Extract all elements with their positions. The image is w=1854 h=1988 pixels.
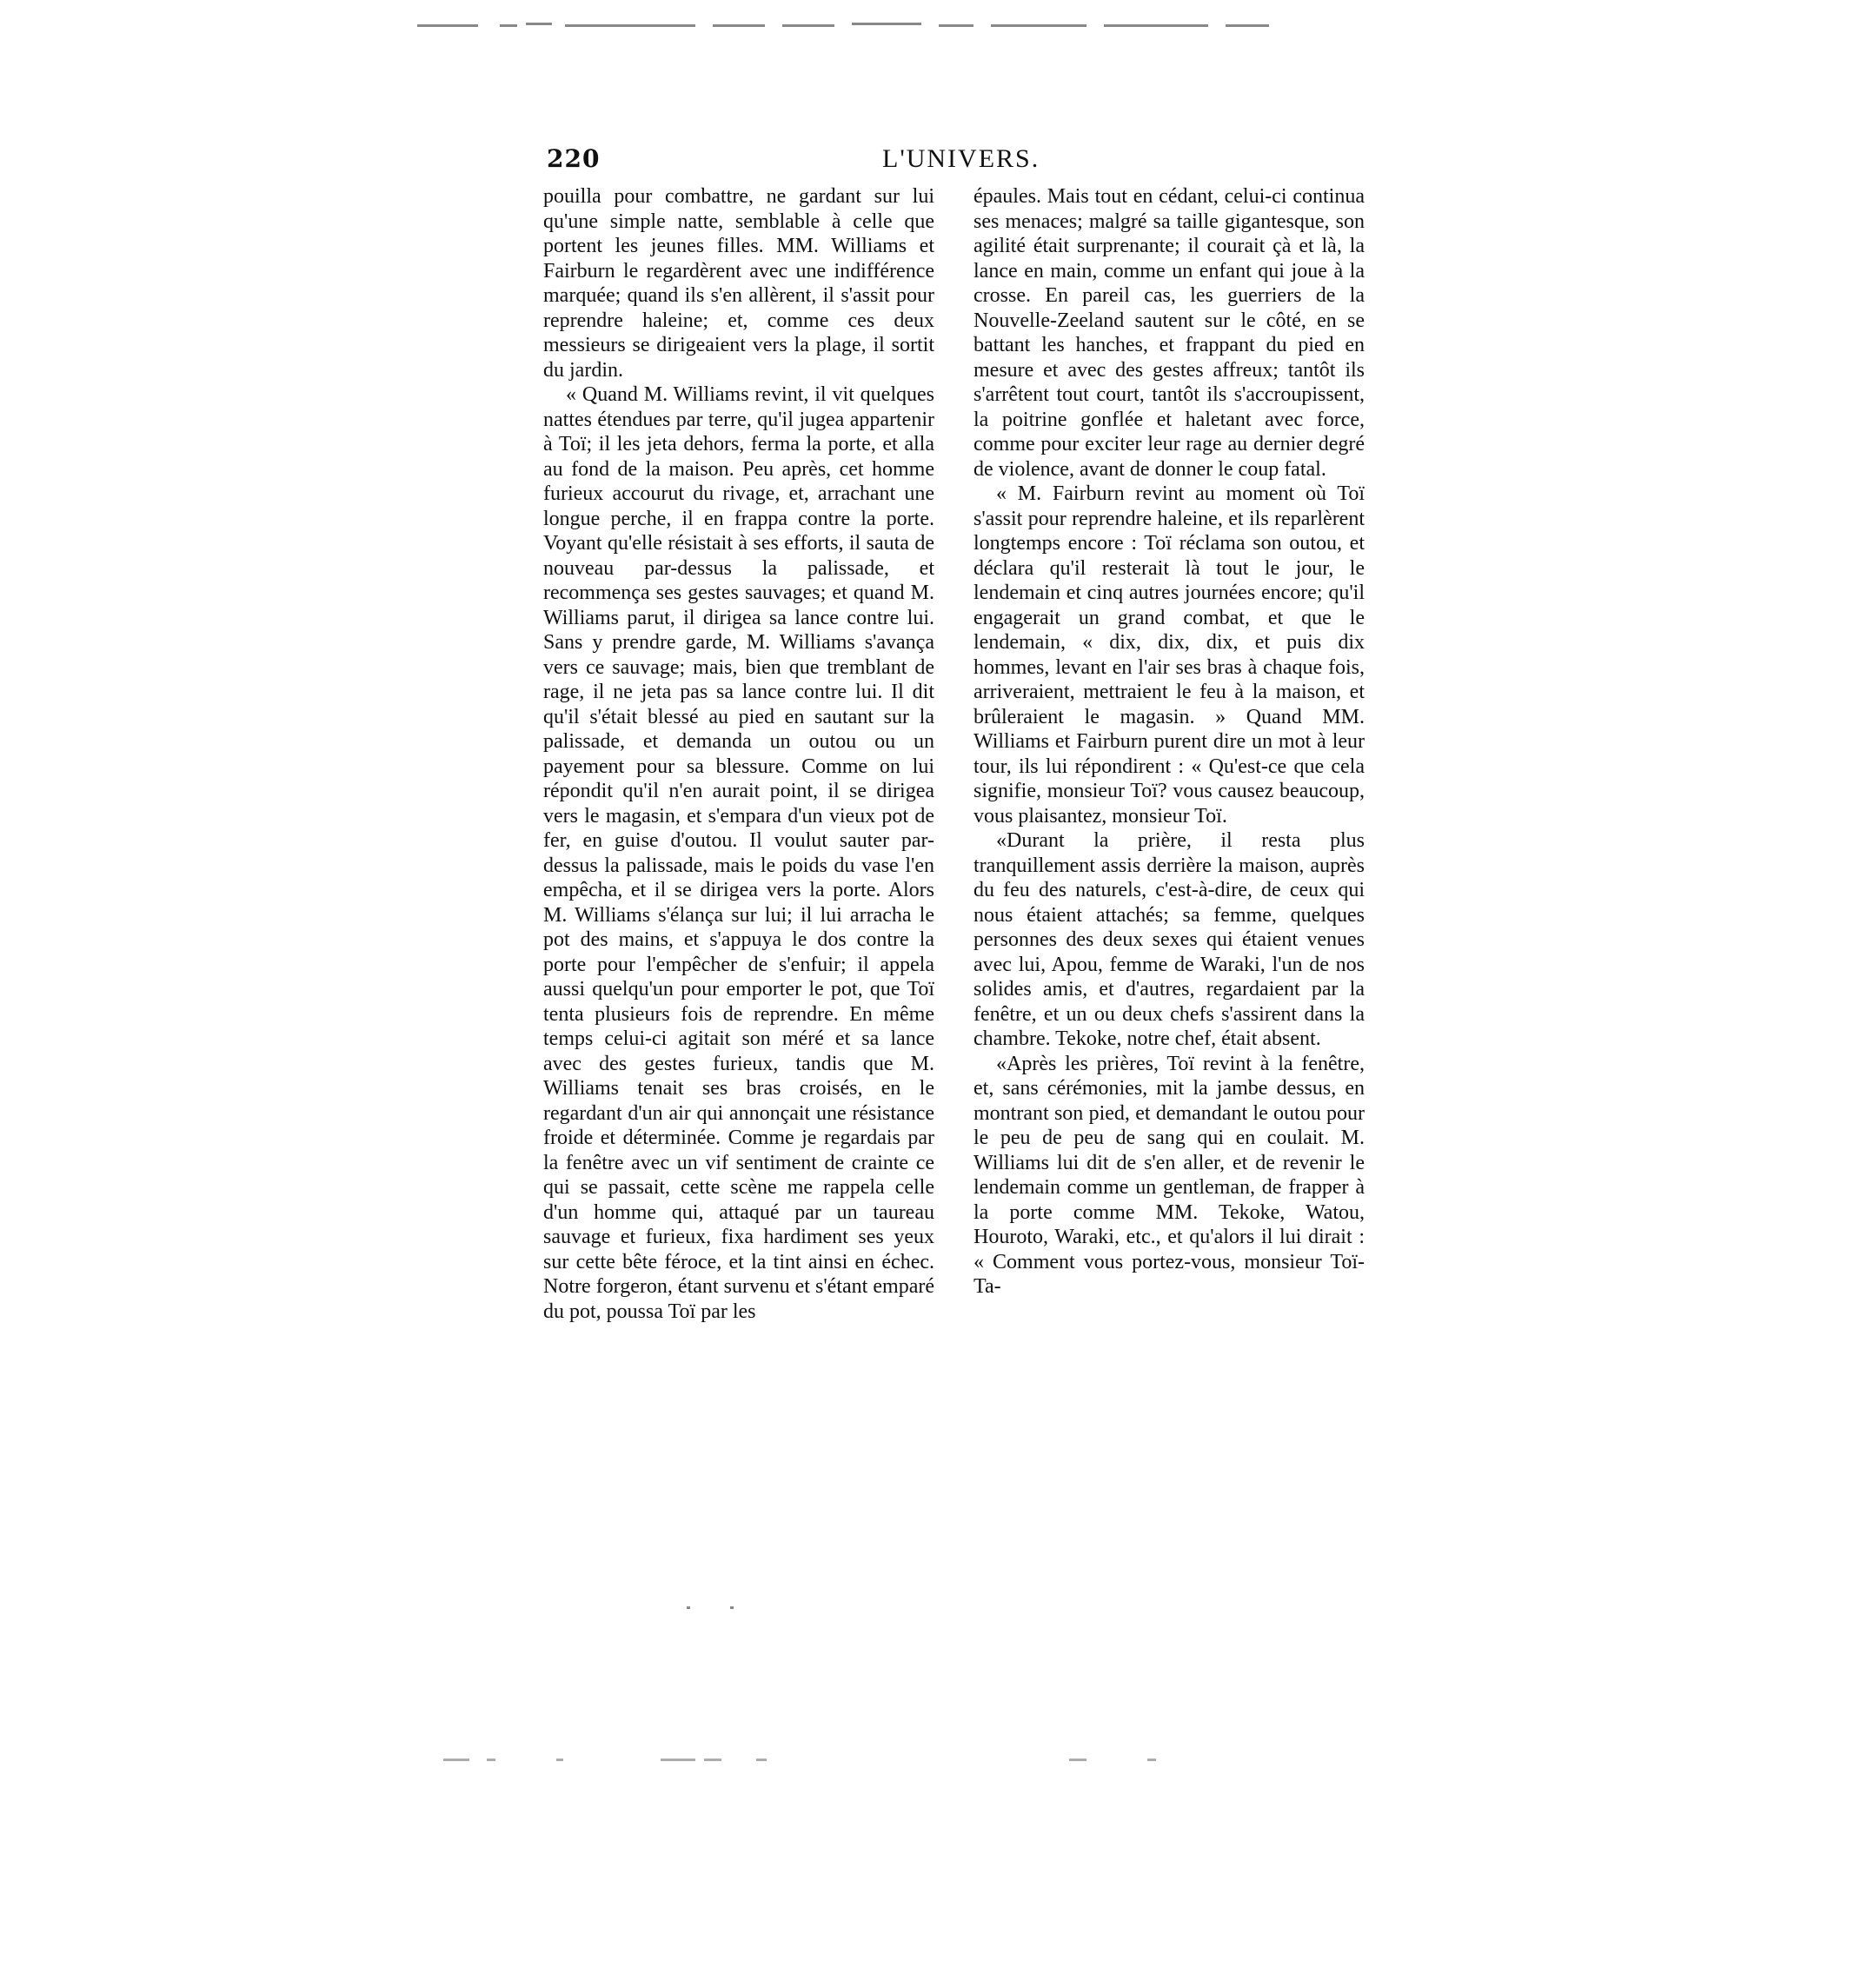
page-header — [535, 144, 1378, 179]
scan-mark — [500, 24, 517, 27]
paragraph: «Durant la prière, il resta plus tranquillement assis derrière la maison, auprès du feu des naturels, c'est-à-dire, de ceux qui nous étaient attachés; sa femme, quelques personnes des deux sexes qui étaient venues avec lui, Apou, femme de Waraki, l'un de nos solides amis, et d'autres, regardaient par la fenêtre, et un ou deux chefs s'assirent dans la chambre. Tekoke, notre chef, était absent. — [974, 829, 1365, 1050]
scan-artifact-top — [417, 21, 1286, 31]
scan-mark — [1147, 1759, 1156, 1761]
book-page — [535, 139, 1378, 1565]
scan-mark — [756, 1759, 767, 1761]
left-column — [543, 184, 934, 1324]
scan-mark — [526, 23, 552, 25]
scan-mark — [556, 1759, 563, 1761]
scan-mark — [661, 1759, 695, 1761]
scan-mark — [487, 1759, 495, 1761]
paragraph: «Après les prières, Toï revint à la fenêtre, et, sans cérémonies, mit la jambe dessus, en montrant son pied, et demandant le outou pour le peu de peu de sang qui en coulait. M. Williams lui dit de s'en aller, et de revenir le lendemain comme un gentleman, de frapper à la porte comme MM. Tekoke, Watou, Houroto, Waraki, etc., et qu'alors il lui dirait : « Comment vous portez-vous, monsieur Toï-Ta- — [974, 1052, 1365, 1298]
scan-mark — [730, 1606, 734, 1609]
paragraph: « Quand M. Williams revint, il vit quelques nattes étendues par terre, qu'il jugea appartenir à Toï; il les jeta dehors, ferma la porte, et alla au fond de la maison. Peu après, cet homme furieux accourut du rivage, et, arrachant une longue perche, il en frappa contre la porte. Voyant qu'elle résistait à ses efforts, il sauta de nouveau par-dessus la palissade, et recommença ses gestes sauvages; et quand M. Williams parut, il dirigea sa lance contre lui. Sans y prendre garde, M. Williams s'avança vers ce sauvage; mais, bien que tremblant de rage, il ne jeta pas sa lance contre lui. Il dit qu'il s'était blessé au pied en sautant sur la palissade, et demanda un outou ou un payement pour sa blessure. Comme on lui répondit qu'il n'en aurait point, il se dirigea vers le magasin, et s'empara d'un vieux pot de fer, en guise d'outou. Il voulut sauter par-dessus la palissade, mais le poids du vase l'en empêcha, et il se dirigea vers la porte. Alors M. Williams s'élança sur lui; il lui arracha le pot des mains, et s'appuya le dos contre la porte pour l'empêcher de s'enfuir; il appela aussi quelqu'un pour emporter le pot, que Toï tenta plusieurs fois de reprendre. En même temps celui-ci agitait son méré et sa lance avec des gestes furieux, tandis que M. Williams tenait ses bras croisés, en le regardant d'un air qui annonçait une résistance froide et déterminée. Comme je regardais par la fenêtre avec un vif sentiment de crainte ce qui se passait, cette scène me rappela celle d'un homme qui, attaqué par un taureau sauvage et furieux, fixa hardiment ses yeux sur cette bête féroce, et la tint ainsi en échec. Notre forgeron, étant survenu et s'étant emparé du pot, poussa Toï par les — [543, 383, 934, 1323]
running-title: L'UNIVERS. — [882, 144, 1040, 173]
paragraph: « M. Fairburn revint au moment où Toï s'assit pour reprendre haleine, et ils reparlèrent longtemps encore : Toï réclama son outou, et déclara qu'il resterait là tout le jour, le lendemain et cinq autres journées encore; qu'il engagerait un grand combat, et que le lendemain, « dix, dix, dix, et puis dix hommes, levant en l'air ses bras à chaque fois, arriveraient, mettraient le feu à la maison, et brûleraient le magasin. » Quand MM. Williams et Fairburn purent dire un mot à leur tour, ils lui répondirent : « Qu'est-ce que cela signifie, monsieur Toï? vous causez beaucoup, vous plaisantez, monsieur Toï. — [974, 482, 1365, 828]
scan-mark — [443, 1759, 469, 1761]
paragraph: pouilla pour combattre, ne gardant sur lui qu'une simple natte, semblable à celle que portent les jeunes filles. MM. Williams et Fairburn le regardèrent avec une indifférence marquée; quand ils s'en allèrent, il s'assit pour reprendre haleine; et, comme ces deux messieurs se dirigeaient vers la plage, il sortit du jardin. — [543, 185, 934, 382]
scan-mark — [852, 23, 921, 25]
paragraph: épaules. Mais tout en cédant, celui-ci continua ses menaces; malgré sa taille gigantesque, son agilité était surprenante; il courait çà et là, la lance en main, comme un enfant qui joue à la crosse. En pareil cas, les guerriers de la Nouvelle-Zeeland sautent sur le côté, en se battant les hanches, et frappant du pied en mesure et avec des gestes affreux; tantôt ils s'arrêtent tout court, tantôt ils s'accroupissent, la poitrine gonflée et haletant avec force, comme pour exciter leur rage au dernier degré de violence, avant de donner le coup fatal. — [974, 185, 1365, 481]
scan-mark — [417, 24, 478, 27]
scan-mark — [713, 24, 765, 27]
right-column — [974, 184, 1365, 1300]
page-number: 220 — [547, 144, 601, 173]
scan-mark — [1226, 24, 1269, 27]
scan-mark — [687, 1606, 690, 1609]
scan-mark — [939, 24, 974, 27]
scan-mark — [1069, 1759, 1086, 1761]
scan-mark — [991, 24, 1086, 27]
scan-mark — [782, 24, 834, 27]
scan-mark — [1104, 24, 1208, 27]
scan-mark — [565, 24, 695, 27]
scan-mark — [704, 1759, 721, 1761]
